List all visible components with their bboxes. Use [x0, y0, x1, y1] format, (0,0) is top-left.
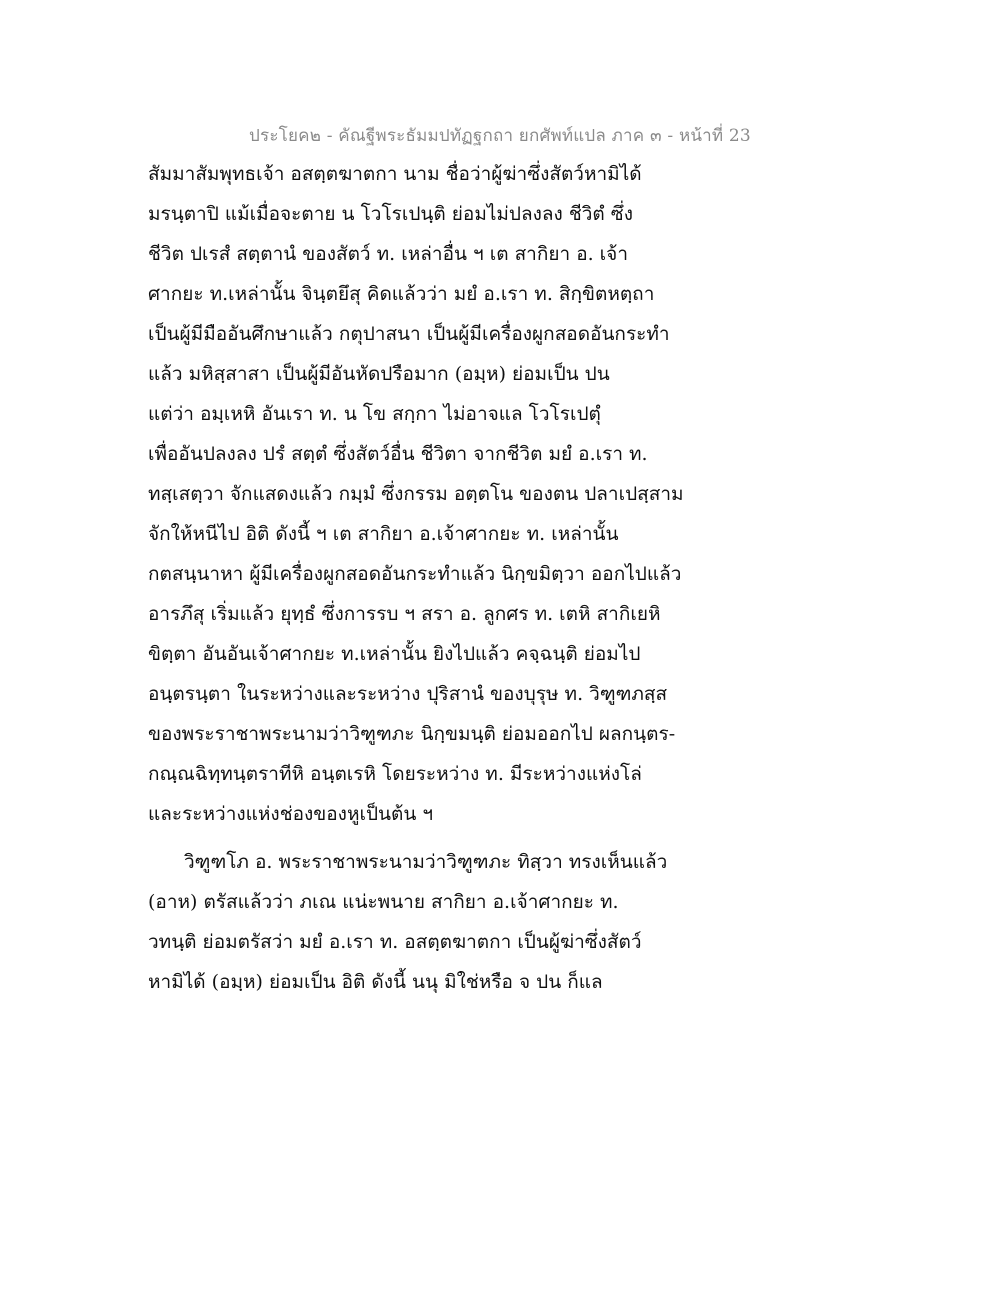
text-line: (อาห) ตรัสแล้วว่า ภเณ แน่ะพนาย สากิยา อ.เจ้าศากยะ ท. [148, 891, 619, 913]
text-line: มรนฺตาปิ แม้เมื่อจะตาย น โวโรเปนฺติ ย่อมไม่ปลงลง ชีวิตํ ซึ่ง [148, 203, 633, 225]
text-line: จักให้หนีไป อิติ ดังนี้ ฯ เต สากิยา อ.เจ้าศากยะ ท. เหล่านั้น [148, 523, 619, 545]
text-line: ชีวิต ปเรสํ สตฺตานํ ของสัตว์ ท. เหล่าอื่น ฯ เต สากิยา อ. เจ้า [148, 243, 628, 265]
text-line: หามิได้ (อมฺห) ย่อมเป็น อิติ ดังนี้ นนุ มิใช่หรือ จ ปน ก็แล [148, 971, 603, 993]
text-line: ขิตฺตา อันอันเจ้าศากยะ ท.เหล่านั้น ยิงไปแล้ว คจฺฉนฺติ ย่อมไป [148, 643, 641, 665]
running-header: ประโยค๒ - คัณฐีพระธัมมปทัฏฐกถา ยกศัพท์แปล ภาค ๓ - หน้าที่ 23 [249, 126, 751, 146]
text-line: กตสนฺนาหา ผู้มีเครื่องผูกสอดอันกระทำแล้ว นิกฺขมิตฺวา ออกไปแล้ว [148, 563, 682, 585]
text-line: ของพระราชาพระนามว่าวิฑูฑภะ นิกฺขมนฺติ ย่อมออกไป ผลกนฺตร- [148, 723, 676, 745]
text-line: สัมมาสัมพุทธเจ้า อสตฺตฆาตกา นาม ชื่อว่าผู้ฆ่าซึ่งสัตว์หามิได้ [148, 163, 642, 185]
text-line: อารภึสุ เริ่มแล้ว ยุทฺธํ ซึ่งการรบ ฯ สรา อ. ลูกศร ท. เตหิ สากิเยหิ [148, 603, 661, 625]
paragraph-2 [148, 842, 868, 1002]
text-line: แต่ว่า อมฺเหหิ อันเรา ท. น โข สกฺกา ไม่อาจแล โวโรเปตุํ [148, 403, 601, 425]
paragraph-gap [148, 834, 868, 842]
text-line: วิฑูฑโภ อ. พระราชาพระนามว่าวิฑูฑภะ ทิสฺวา ทรงเห็นแล้ว [184, 851, 668, 873]
text-line: แล้ว มหิสฺสาสา เป็นผู้มีอันหัดปรือมาก (อมฺห) ย่อมเป็น ปน [148, 363, 610, 385]
text-line: เพื่ออันปลงลง ปรํ สตฺตํ ซึ่งสัตว์อื่น ชีวิตา จากชีวิต มยํ อ.เรา ท. [148, 443, 648, 465]
text-line: ศากยะ ท.เหล่านั้น จินฺตยึสุ คิดแล้วว่า มยํ อ.เรา ท. สิกฺขิตหตฺถา [148, 283, 655, 305]
text-line: อนฺตรนฺตา ในระหว่างและระหว่าง ปุริสานํ ของบุรุษ ท. วิฑูฑภสฺส [148, 683, 668, 705]
paragraph-1 [148, 154, 868, 834]
text-line: เป็นผู้มีมืออันศึกษาแล้ว กตุปาสนา เป็นผู้มีเครื่องผูกสอดอันกระทำ [148, 323, 670, 345]
body-text [148, 154, 868, 1002]
text-line: และระหว่างแห่งช่องของหูเป็นต้น ฯ [148, 803, 434, 825]
text-line: ทสฺเสตฺวา จักแสดงแล้ว กมฺมํ ซึ่งกรรม อตฺตโน ของตน ปลาเปสฺสาม [148, 483, 684, 505]
text-line: กณฺณฉิทฺทนฺตราทีหิ อนฺตเรหิ โดยระหว่าง ท. มีระหว่างแห่งโล่ [148, 763, 642, 785]
text-line: วทนฺติ ย่อมตรัสว่า มยํ อ.เรา ท. อสตฺตฆาตกา เป็นผู้ฆ่าซึ่งสัตว์ [148, 931, 642, 953]
